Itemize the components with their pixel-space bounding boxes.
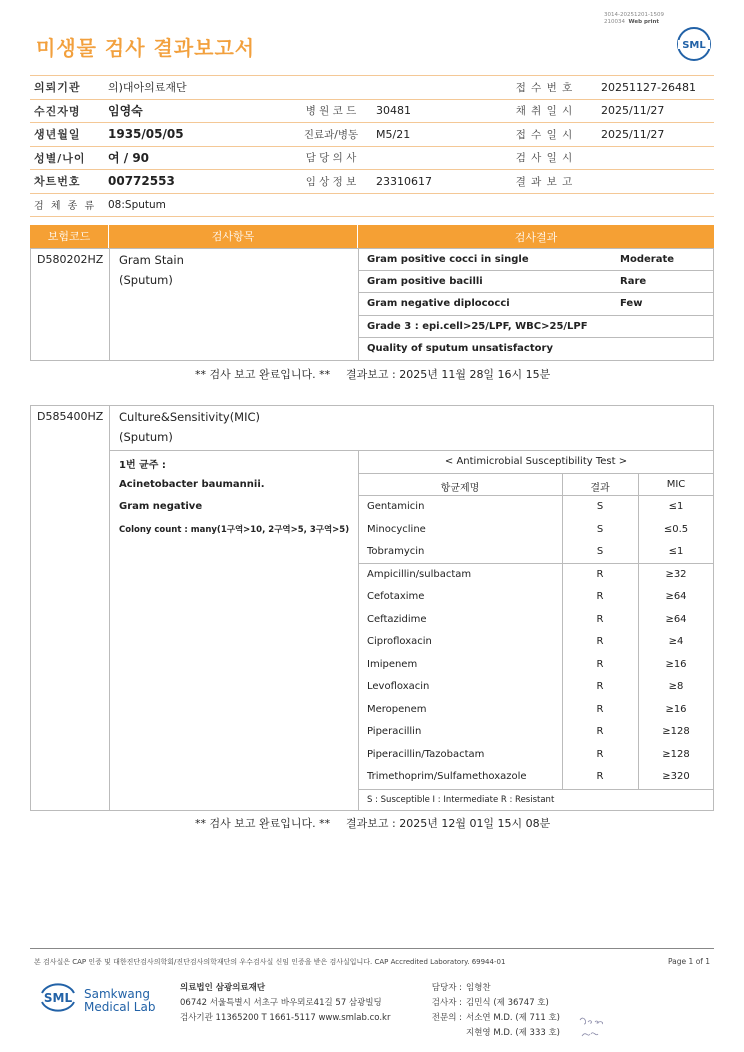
staff-role <box>428 1026 466 1041</box>
info-label: 생년월일 <box>34 128 81 142</box>
ast-result: S <box>596 501 604 512</box>
staff-name: 김민식 (제 36747 호) <box>466 998 549 1008</box>
ast-mic: ≥4 <box>668 636 684 647</box>
header-insurance-code: 보험코드 <box>30 225 109 248</box>
info-value: 1935/05/05 <box>108 127 184 142</box>
signature <box>578 1010 608 1040</box>
ast-mic: ≥32 <box>665 568 687 580</box>
divider <box>562 473 563 789</box>
strain-label: 1번 균주 : <box>119 460 166 471</box>
ast-drug: Cefotaxime <box>367 591 425 602</box>
org-name: 의료법인 삼광의료재단 <box>180 983 266 993</box>
gram-finding: Gram positive bacilli <box>367 276 483 287</box>
ast-mic: ≥128 <box>662 748 690 760</box>
ast-mic: ≥320 <box>662 771 690 782</box>
info-label: 채 취 일 시 <box>515 105 574 118</box>
info-value: 임영숙 <box>108 104 143 119</box>
info-value: M5/21 <box>376 127 411 141</box>
info-label: 의뢰기관 <box>34 81 81 95</box>
ast-mic: ≥16 <box>665 703 687 715</box>
staff-name: 임형찬 <box>466 983 491 993</box>
ast-result: R <box>596 726 604 737</box>
staff-role: 검사자 : <box>431 998 462 1008</box>
ast-drug: Imipenem <box>367 658 418 670</box>
ast-legend: S : Susceptible I : Intermediate R : Resistant <box>367 795 555 805</box>
ast-drug: Minocycline <box>367 523 426 535</box>
gram-report-time: 결과보고 : 2025년 11월 28일 16시 15분 <box>346 368 551 381</box>
ast-drug: Trimethoprim/Sulfamethoxazole <box>367 771 527 782</box>
brand-line2: Medical Lab <box>84 1000 156 1014</box>
gram-grade: Rare <box>620 276 647 287</box>
org-address: 06742 서울특별시 서초구 바우뫼로41길 57 삼광빌딩 <box>180 998 382 1008</box>
specimen-value: 08:Sputum <box>108 198 166 211</box>
info-value: 의)대아의료재단 <box>108 81 187 95</box>
document-id <box>604 12 694 26</box>
info-label: 검 사 일 시 <box>515 152 574 165</box>
info-label: 결 과 보 고 <box>515 175 574 188</box>
ast-mic: ≥128 <box>662 726 690 737</box>
ast-mic: ≤1 <box>668 501 684 512</box>
ast-drug: Levofloxacin <box>367 681 430 692</box>
ast-col-result: 결과 <box>590 483 610 494</box>
info-row <box>30 170 714 194</box>
divider <box>109 248 110 361</box>
ast-drug: Piperacillin/Tazobactam <box>367 748 485 760</box>
ast-title: < Antimicrobial Susceptibility Test > <box>444 456 628 467</box>
ast-result: R <box>596 636 604 647</box>
organism-gram: Gram negative <box>119 501 203 512</box>
footer-accreditation-note: 본 검사실은 CAP 인증 및 대한진단검사의학회/진단검사의학재단의 우수검사실 신임 인증을 받은 검사실입니다. CAP Accredited Laboratory. 69944-01 <box>34 958 506 966</box>
ast-result: S <box>596 523 604 535</box>
ast-mic: ≤0.5 <box>663 523 689 535</box>
ast-result: R <box>596 748 604 760</box>
gram-finding: Quality of sputum unsatisfactory <box>367 343 553 354</box>
info-value: 30481 <box>376 104 411 118</box>
gram-stain-name: Gram Stain <box>119 253 184 267</box>
brand-line1: Samkwang <box>84 987 150 1001</box>
header-test-result: 검사결과 <box>514 230 558 244</box>
staff-role: 담당자 : <box>431 983 462 993</box>
ast-result: R <box>596 568 604 580</box>
ast-result: R <box>596 771 604 782</box>
divider <box>358 292 714 293</box>
ast-mic: ≤1 <box>668 546 684 557</box>
divider <box>638 473 639 789</box>
info-label: 임 상 정 보 <box>305 175 357 188</box>
divider <box>358 315 714 316</box>
info-row-specimen <box>30 194 714 218</box>
ast-drug: Piperacillin <box>367 726 422 737</box>
info-value: 2025/11/27 <box>601 104 665 118</box>
ast-mic: ≥16 <box>665 658 687 670</box>
gram-grade: Moderate <box>620 254 675 265</box>
divider <box>109 405 110 811</box>
info-value: 2025/11/27 <box>601 127 665 141</box>
organism-name: Acinetobacter baumannii. <box>119 479 265 490</box>
org-contact: 검사기관 11365200 T 1661-5117 www.smlab.co.kr <box>180 1013 391 1023</box>
page-number: Page 1 of 1 <box>668 957 711 966</box>
specimen-label: 검 체 종 류 <box>34 201 97 213</box>
sml-footer-logo <box>36 982 80 1012</box>
ast-result: R <box>596 591 604 602</box>
divider <box>358 337 714 338</box>
document-id-line2: 210034 <box>604 19 625 25</box>
info-value: 23310617 <box>376 174 432 188</box>
footer-brand <box>84 988 155 1014</box>
culture-report-done: ** 검사 보고 완료입니다. ** <box>195 817 331 830</box>
patient-info-table <box>30 75 714 217</box>
colony-count: Colony count : many(1구역>10, 2구역>5, 3구역>5) <box>119 525 350 535</box>
ast-drug: Gentamicin <box>367 501 425 512</box>
info-row <box>30 123 714 147</box>
info-value: 00772553 <box>108 174 175 189</box>
ast-drug: Ciprofloxacin <box>367 636 432 647</box>
gram-finding: Gram negative diplococci <box>367 298 510 309</box>
info-row <box>30 76 714 100</box>
ast-drug: Ampicillin/sulbactam <box>367 568 472 580</box>
ast-drug: Meropenem <box>367 703 427 715</box>
ast-result: R <box>596 681 604 692</box>
info-value: 여 / 90 <box>108 151 150 166</box>
divider <box>358 270 714 271</box>
gram-finding: Gram positive cocci in single <box>367 254 529 265</box>
divider <box>358 563 714 564</box>
info-row <box>30 100 714 124</box>
divider <box>358 248 359 361</box>
culture-specimen: (Sputum) <box>119 430 173 444</box>
ast-result: R <box>596 658 604 670</box>
gram-grade: Few <box>620 298 643 309</box>
ast-mic: ≥8 <box>668 681 684 692</box>
staff-name: 지현영 M.D. (제 333 호) <box>466 1028 561 1038</box>
culture-name: Culture&Sensitivity(MIC) <box>119 410 261 424</box>
gram-stain-code: D580202HZ <box>37 253 104 266</box>
footer-org-info <box>180 981 390 1026</box>
result-table-header <box>30 225 714 248</box>
sml-logo-text: SML <box>682 40 706 51</box>
info-label: 성별/나이 <box>34 151 86 165</box>
divider <box>109 450 714 451</box>
info-label: 담 당 의 사 <box>305 152 357 165</box>
ast-mic: ≥64 <box>665 613 687 625</box>
divider <box>358 450 359 811</box>
header-test-item: 검사항목 <box>109 225 358 248</box>
divider <box>358 495 714 496</box>
divider <box>358 473 714 474</box>
culture-code: D585400HZ <box>37 410 104 423</box>
info-value: 20251127-26481 <box>601 80 696 94</box>
info-label: 진료과/병동 <box>303 128 359 141</box>
staff-role: 전문의 : <box>431 1013 462 1023</box>
sml-footer-logo-text: SML <box>43 991 73 1005</box>
ast-result: S <box>596 546 604 557</box>
info-label: 접 수 일 시 <box>515 128 574 141</box>
gram-report-done: ** 검사 보고 완료입니다. ** <box>195 368 331 381</box>
gram-finding: Grade 3 : epi.cell>25/LPF, WBC>25/LPF <box>367 321 588 332</box>
document-id-line1: 3014-20251201-1509 <box>604 12 664 18</box>
ast-drug: Ceftazidime <box>367 613 427 625</box>
info-label: 병 원 코 드 <box>305 105 357 118</box>
page-title: 미생물 검사 결과보고서 <box>36 36 256 60</box>
footer-staff <box>428 981 560 1041</box>
ast-result: R <box>596 613 604 625</box>
ast-mic: ≥64 <box>665 591 687 602</box>
info-label: 수진자명 <box>34 104 81 118</box>
ast-drug: Tobramycin <box>367 546 425 557</box>
sml-logo <box>676 26 712 62</box>
web-print-label: Web print <box>628 19 660 25</box>
culture-report-time: 결과보고 : 2025년 12월 01일 15시 08분 <box>346 817 551 830</box>
ast-col-drug: 항균제명 <box>440 483 480 494</box>
ast-col-mic: MIC <box>666 479 686 490</box>
info-row <box>30 147 714 171</box>
divider <box>358 789 714 790</box>
staff-name: 서소연 M.D. (제 711 호) <box>466 1013 561 1023</box>
ast-result: R <box>596 703 604 715</box>
footer-divider <box>30 948 714 949</box>
info-label: 차트번호 <box>34 175 81 189</box>
info-label: 접 수 번 호 <box>515 81 574 94</box>
gram-stain-specimen: (Sputum) <box>119 273 173 287</box>
